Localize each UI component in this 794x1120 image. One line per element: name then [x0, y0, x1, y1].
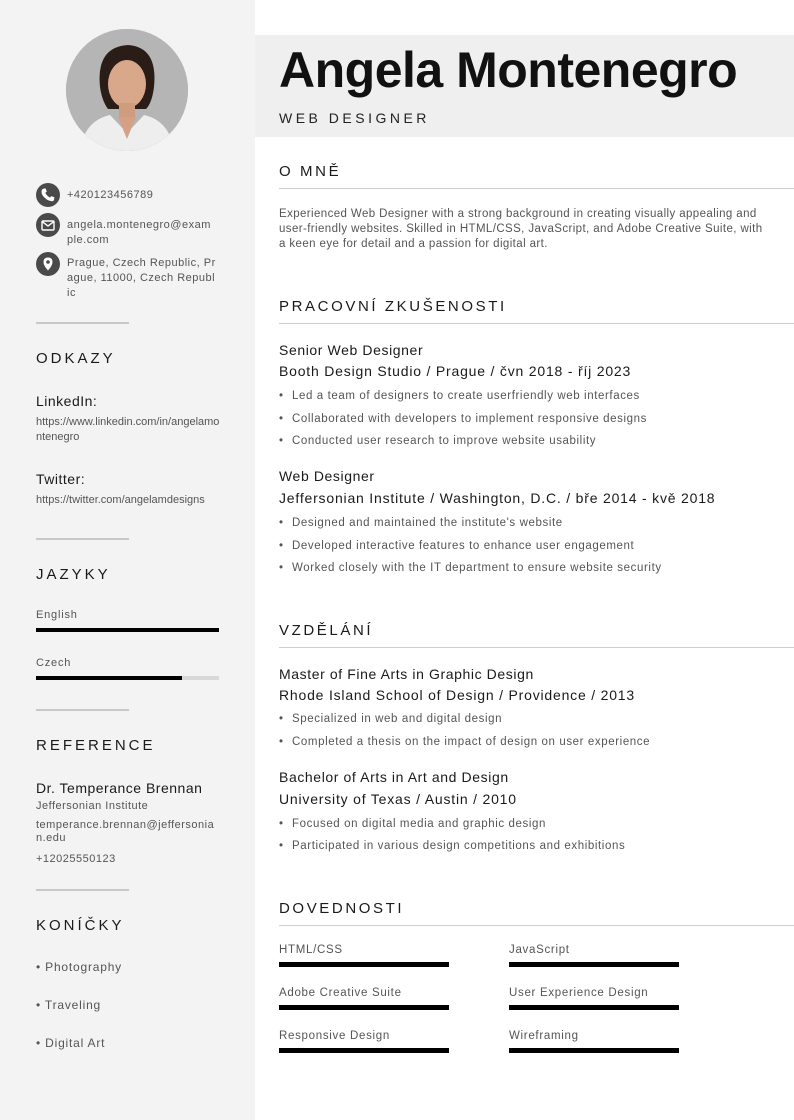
contact-email: [36, 213, 236, 245]
about-heading: O MNĚ: [279, 163, 342, 180]
skill-level-bar: [279, 1048, 449, 1053]
sidebar: [0, 0, 255, 1120]
language-level-fill: [36, 676, 182, 680]
divider: [36, 889, 129, 891]
language-level-bar: [36, 676, 219, 680]
links-heading: ODKAZY: [36, 350, 116, 367]
list-item: • Focused on digital media and graphic design: [279, 818, 547, 830]
hobby-item: • Digital Art: [36, 1036, 106, 1050]
reference-name: Dr. Temperance Brennan: [36, 780, 203, 796]
skill-name: JavaScript: [509, 944, 570, 956]
contact-address-text: Prague, Czech Republic, Prague, 11000, Czech Republic: [67, 257, 216, 299]
avatar: [66, 29, 188, 151]
reference-heading: REFERENCE: [36, 737, 156, 754]
list-item: • Led a team of designers to create userfriendly web interfaces: [279, 390, 640, 402]
degree-subtitle: University of Texas / Austin / 2010: [279, 791, 517, 807]
divider: [36, 538, 129, 540]
degree-title: Master of Fine Arts in Graphic Design: [279, 666, 534, 682]
reference-org: Jeffersonian Institute: [36, 800, 149, 812]
language-name: English: [36, 609, 78, 621]
skill-level-bar: [509, 1048, 679, 1053]
contact-address: [36, 252, 236, 302]
list-item-text: Conducted user research to improve website usability: [292, 435, 597, 447]
divider: [36, 322, 129, 324]
list-item-text: Focused on digital media and graphic design: [292, 818, 547, 830]
list-item: • Worked closely with the IT department to ensure website security: [279, 562, 662, 574]
language-name: Czech: [36, 657, 72, 669]
section-rule: [279, 323, 794, 324]
list-item: • Designed and maintained the institute's website: [279, 517, 563, 529]
list-item-text: Collaborated with developers to implement responsive designs: [292, 413, 647, 425]
skill-level-bar: [279, 1005, 449, 1010]
skill-name: User Experience Design: [509, 987, 649, 999]
skill-name: HTML/CSS: [279, 944, 343, 956]
hobby-item: • Traveling: [36, 998, 102, 1012]
section-rule: [279, 188, 794, 189]
email-icon: [36, 213, 60, 237]
about-text: Experienced Web Designer with a strong background in creating visually appealing and user-friendly websites. Skilled in HTML/CSS, JavaScript, and Adobe Creative Suite, with a keen eye for detail and a passion for digital art.: [279, 208, 763, 250]
language-level-bar: [36, 628, 219, 632]
education-heading: VZDĚLÁNÍ: [279, 622, 374, 639]
skill-level-bar: [509, 962, 679, 967]
job-subtitle: Booth Design Studio / Prague / čvn 2018 - říj 2023: [279, 363, 632, 379]
skill-name: Wireframing: [509, 1030, 579, 1042]
skill-level-bar: [279, 962, 449, 967]
list-item-text: Completed a thesis on the impact of design on user experience: [292, 736, 651, 748]
list-item-text: Led a team of designers to create userfriendly web interfaces: [292, 390, 640, 402]
section-rule: [279, 647, 794, 648]
skills-heading: DOVEDNOSTI: [279, 900, 405, 917]
language-level-fill: [36, 628, 219, 632]
list-item-text: Participated in various design competitions and exhibitions: [292, 840, 626, 852]
list-item-text: Worked closely with the IT department to ensure website security: [292, 562, 662, 574]
job-title: Web Designer: [279, 468, 375, 484]
skill-name: Adobe Creative Suite: [279, 987, 402, 999]
list-item-text: Developed interactive features to enhance user engagement: [292, 540, 635, 552]
degree-subtitle: Rhode Island School of Design / Providence / 2013: [279, 687, 635, 703]
degree-title: Bachelor of Arts in Art and Design: [279, 769, 509, 785]
job-subtitle: Jeffersonian Institute / Washington, D.C. / bře 2014 - kvě 2018: [279, 490, 716, 506]
reference-phone: +12025550123: [36, 853, 116, 865]
hobbies-heading: KONÍČKY: [36, 917, 125, 934]
candidate-role: WEB DESIGNER: [279, 110, 430, 126]
job-title: Senior Web Designer: [279, 342, 424, 358]
languages-heading: JAZYKY: [36, 566, 111, 583]
divider: [36, 709, 129, 711]
candidate-name: Angela Montenegro: [279, 42, 738, 98]
linkedin-label: LinkedIn:: [36, 393, 98, 409]
list-item: • Specialized in web and digital design: [279, 713, 503, 725]
profile-photo-icon: [66, 29, 188, 151]
hobby-item: • Photography: [36, 960, 122, 974]
twitter-label: Twitter:: [36, 471, 86, 487]
twitter-link[interactable]: https://twitter.com/angelamdesigns: [36, 494, 205, 506]
contact-phone: [36, 183, 236, 207]
list-item: • Participated in various design competitions and exhibitions: [279, 840, 626, 852]
section-rule: [279, 925, 794, 926]
list-item: • Developed interactive features to enhance user engagement: [279, 540, 635, 552]
list-item-text: Specialized in web and digital design: [292, 713, 503, 725]
phone-icon: [36, 183, 60, 207]
list-item-text: Designed and maintained the institute's website: [292, 517, 563, 529]
reference-email[interactable]: temperance.brennan@jeffersonian.edu: [36, 819, 215, 844]
skill-name: Responsive Design: [279, 1030, 390, 1042]
list-item: • Collaborated with developers to implement responsive designs: [279, 413, 647, 425]
linkedin-link[interactable]: https://www.linkedin.com/in/angelamontenegro: [36, 416, 220, 443]
experience-heading: PRACOVNÍ ZKUŠENOSTI: [279, 298, 507, 315]
contact-email-text[interactable]: angela.montenegro@example.com: [67, 219, 211, 246]
skill-level-bar: [509, 1005, 679, 1010]
list-item: • Conducted user research to improve website usability: [279, 435, 597, 447]
location-icon: [36, 252, 60, 276]
list-item: • Completed a thesis on the impact of design on user experience: [279, 736, 651, 748]
contact-phone-text: +420123456789: [67, 189, 154, 201]
